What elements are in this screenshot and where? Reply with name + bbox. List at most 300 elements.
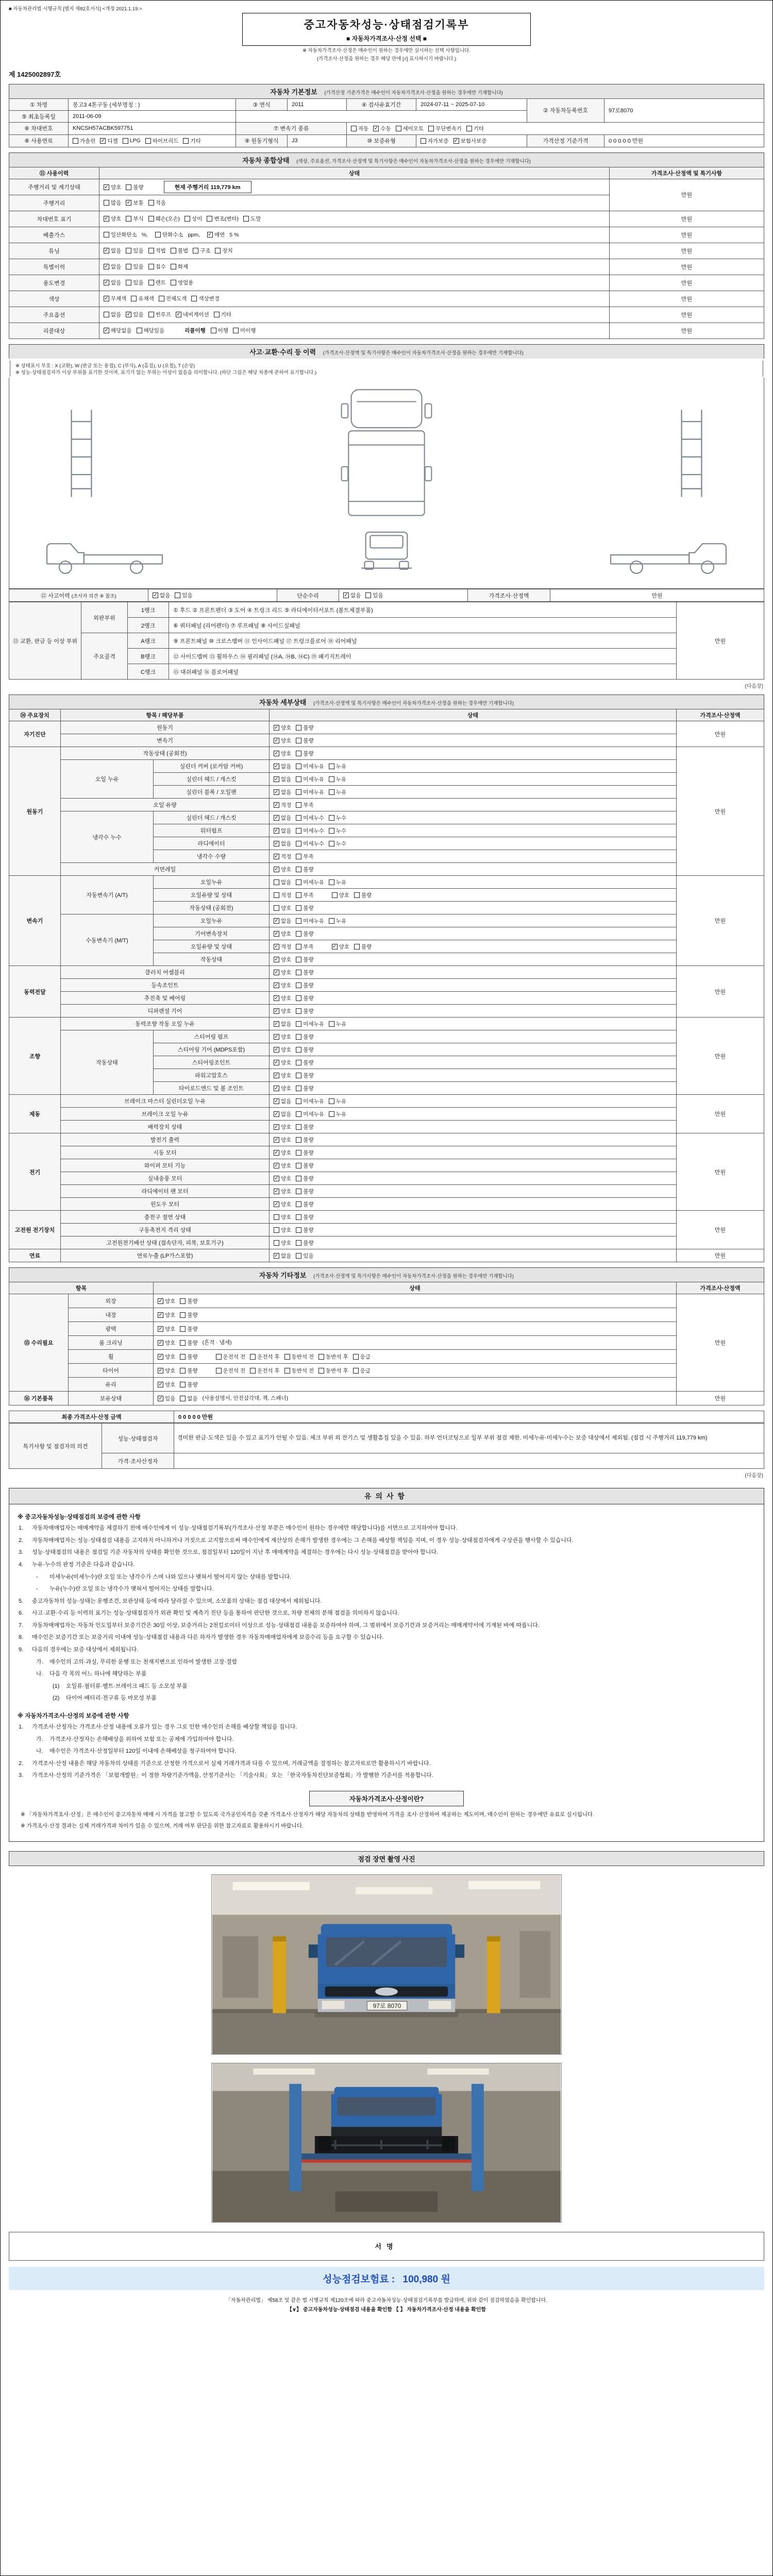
notice-item <box>19 1548 754 1557</box>
notice-item-number: (1) <box>53 1683 60 1689</box>
checkbox-unchecked <box>296 724 313 732</box>
checkbox-box <box>233 328 239 333</box>
checkbox-checked <box>274 853 291 860</box>
checkbox-box: ✓ <box>344 592 348 599</box>
checkbox-unchecked <box>296 1188 313 1195</box>
checkbox-label: 영업용 <box>177 280 194 286</box>
checkbox-box <box>148 312 154 317</box>
checkbox-box <box>180 1326 186 1332</box>
overall-row <box>9 179 764 195</box>
notice-item <box>19 1524 754 1533</box>
notice-item <box>19 1597 754 1606</box>
section-etc-info <box>9 1267 764 1405</box>
checkbox-label: 불량 <box>303 866 314 873</box>
checkbox-unchecked <box>215 247 232 255</box>
item-label: 외장 <box>69 1294 154 1308</box>
checkbox-box: ✓ <box>274 1124 279 1130</box>
row-label: 리콜대상 <box>9 323 99 338</box>
checkbox-label: 불량 <box>303 1214 314 1221</box>
checkbox-unchecked <box>296 1059 313 1066</box>
checkbox-box <box>215 248 221 253</box>
checkbox-label: 부족 <box>303 802 314 808</box>
checkbox-box <box>137 328 142 333</box>
checkbox-unchecked <box>183 137 200 145</box>
overall-row <box>9 275 764 291</box>
section-header-detail <box>9 694 764 709</box>
row-label: 주행거리 및 계기상태 <box>9 179 99 195</box>
checkbox-checked <box>274 1072 291 1079</box>
checkbox-box <box>296 1163 301 1168</box>
page-title: 중고자동차성능·상태점검기록부 <box>304 19 469 31</box>
checkbox-box <box>296 879 301 885</box>
checkbox-checked <box>274 866 291 873</box>
checkbox-label: 양호 <box>281 724 292 731</box>
inspection-photo-front <box>211 1874 562 2055</box>
checkbox-unchecked <box>296 1084 313 1092</box>
item-state <box>270 837 677 850</box>
checkbox-label: 있음 <box>133 280 144 286</box>
checkbox-box: ✓ <box>104 216 109 222</box>
subitem-label: 실린더 헤드 / 개스킷 <box>154 773 270 786</box>
checkbox-box <box>296 776 301 782</box>
checkbox-unchecked <box>329 1097 346 1105</box>
checkbox-label: 없음 <box>281 763 292 770</box>
detail-condition-table <box>9 709 764 1262</box>
checkbox-checked <box>153 591 170 599</box>
checkbox-box: ✓ <box>274 943 279 950</box>
notice-item-number: 2. <box>19 1760 24 1767</box>
notice-item-text: 중고자동차의 성능·상태는 운행조건, 보관상태 등에 따라 달라질 수 있으며, 소모품의 상태는 점검 대상에서 제외됩니다. <box>32 1598 322 1604</box>
overall-row <box>9 307 764 323</box>
checkbox-box: ✓ <box>100 138 106 144</box>
section-header-photos <box>9 1851 764 1866</box>
subitem-label: 워터펌프 <box>154 824 270 837</box>
item-label: 시동 모터 <box>61 1146 270 1159</box>
item-state <box>154 1336 677 1350</box>
field-label: ⑤ 최초등록일 <box>9 110 69 122</box>
item-state <box>270 1198 677 1211</box>
overall-row <box>9 243 764 259</box>
row-state <box>99 259 610 275</box>
checkbox-unchecked <box>296 1033 313 1041</box>
checkbox-box <box>126 280 131 285</box>
checkbox-box <box>365 592 371 598</box>
item-label: 윈도우 모터 <box>61 1198 270 1211</box>
overall-row <box>9 211 764 227</box>
detail-row <box>9 876 764 889</box>
checkbox-unchecked <box>329 840 346 848</box>
checkbox-checked <box>274 1136 291 1144</box>
checkbox-box <box>250 1368 256 1374</box>
checkbox-checked <box>274 801 291 809</box>
checkbox-label: 일산화탄소 <box>111 232 137 239</box>
item-state <box>270 760 677 773</box>
checkbox-checked <box>104 279 121 286</box>
subitem-label: 타이로드엔드 및 볼 조인트 <box>154 1082 270 1095</box>
detail-row <box>9 1030 764 1043</box>
title-subnote-1: ※ 자동차가격조사·산정은 매수인이 원하는 경우에만 실시하는 선택 사항입니다. <box>303 48 470 54</box>
checkbox-unchecked <box>250 1367 280 1375</box>
basic-row <box>9 134 764 147</box>
checkbox-checked <box>274 1033 291 1041</box>
checkbox-unchecked <box>329 1110 346 1118</box>
checkbox-checked <box>100 137 117 145</box>
item-label: 브레이크 오일 누유 <box>61 1108 270 1121</box>
checkbox-label: 적정 <box>281 892 292 899</box>
checkbox-box <box>296 1086 301 1091</box>
notice-item <box>36 1747 754 1756</box>
etc-row <box>9 1308 764 1322</box>
checkbox-unchecked <box>296 1175 313 1182</box>
item-label: 커먼레일 <box>61 863 270 876</box>
checkbox-checked <box>274 840 291 848</box>
section-accident-history <box>9 344 764 680</box>
checkbox-box <box>296 957 301 962</box>
exchange-rank-table <box>9 602 764 680</box>
checkbox-box <box>296 892 301 898</box>
section-overall-condition <box>9 152 764 339</box>
checkbox-label: 색상변경 <box>198 296 220 302</box>
checkbox-box <box>296 854 301 859</box>
vehicle-rear-view-diagram <box>356 528 417 581</box>
checkbox-checked <box>274 969 291 976</box>
checkbox-label: 무채색 <box>111 296 127 302</box>
checkbox-unchecked <box>274 1239 291 1247</box>
item-state <box>270 734 677 747</box>
column-header: 상태 <box>99 167 610 179</box>
checkbox-label: 양호 <box>165 1326 176 1332</box>
row-state <box>99 307 610 323</box>
checkbox-unchecked <box>329 1020 346 1028</box>
checkbox-box <box>274 1240 279 1246</box>
checkbox-label: 불량 <box>303 1188 314 1195</box>
checkbox-label: 없음 <box>281 776 292 783</box>
checkbox-checked <box>274 1059 291 1066</box>
checkbox-label: 있음 <box>303 1252 314 1259</box>
notice-item-number: 1. <box>19 1724 24 1731</box>
notice-item-text: 다음 각 목의 어느 하나에 해당하는 부품 <box>49 1671 147 1677</box>
checkbox-box <box>104 200 109 206</box>
checkbox-label: 불량 <box>303 1149 314 1156</box>
checkbox-label: 양호 <box>281 1149 292 1156</box>
odometer-box: 현재 주행거리 119,779 km <box>164 181 251 193</box>
rank-row <box>9 602 764 618</box>
checkbox-box <box>296 1240 301 1246</box>
checkbox-label: 디젤 <box>107 138 118 144</box>
checkbox-label: 없음 <box>281 815 292 821</box>
section-header-accident <box>9 344 764 359</box>
checkbox-label: LPG <box>129 138 141 144</box>
checkbox-box <box>148 248 154 253</box>
checkbox-label: 불량 <box>303 1008 314 1014</box>
checkbox-box <box>296 1176 301 1181</box>
notice-part1-items <box>9 1524 764 1703</box>
checkbox-label: 무단변속기 <box>435 125 462 132</box>
checkbox-box: ✓ <box>176 312 181 318</box>
subitem-label: 냉각수 수량 <box>154 850 270 863</box>
detail-row <box>9 1095 764 1108</box>
item-state <box>270 1108 677 1121</box>
etc-row <box>9 1350 764 1364</box>
checkbox-label: 양호 <box>165 1312 176 1318</box>
checkbox-label: 양호 <box>281 995 292 1002</box>
checkbox-box: ✓ <box>274 1046 279 1053</box>
notice-part2-title: ※ 자동차가격조사·산정의 보증에 관한 사항 <box>18 1713 129 1720</box>
checkbox-unchecked <box>296 1162 313 1170</box>
item-label: 광택 <box>69 1322 154 1336</box>
checkbox-checked <box>158 1297 175 1305</box>
base-price-value: 0 0 0 0 0 만원 <box>604 134 764 147</box>
overall-header-row <box>9 167 764 179</box>
form-reference: ■ 자동차관리법 시행규칙 [별지 제82호서식] <개정 2021.1.19.> <box>9 6 142 12</box>
checkbox-label: 불량 <box>187 1381 198 1388</box>
notice-item-text: 누유(누수)란 오일 또는 냉각수가 맺혀서 떨어지는 상태를 말합니다. <box>49 1586 214 1592</box>
item-state <box>270 1056 677 1069</box>
checkbox-box <box>296 1124 301 1130</box>
checkbox-unchecked <box>296 956 313 963</box>
checkbox-checked <box>158 1367 175 1375</box>
checkbox-label: 양호 <box>281 1162 292 1169</box>
item-label: 오일 유량 <box>61 799 270 811</box>
item-state <box>270 863 677 876</box>
section-note: (가격조사·산정액 및 특기사항은 매수인이 자동차가격조사·산정을 원하는 경우에만 기재합니다) <box>313 701 514 707</box>
checkbox-checked <box>207 231 225 239</box>
row-label: 주요옵션 <box>9 307 99 323</box>
checkbox-unchecked <box>284 1367 314 1375</box>
checkbox-box: ✓ <box>274 724 279 731</box>
notice-item-number: 가. <box>36 1736 43 1742</box>
notice-item-number: 4. <box>19 1561 24 1568</box>
item-label: 타이어 <box>69 1364 154 1378</box>
checkbox-unchecked <box>296 1110 324 1118</box>
item-state <box>270 966 677 979</box>
checkbox-box <box>329 879 334 885</box>
checkbox-box <box>180 1340 186 1346</box>
inspection-validity-value: 2024-07-11 ~ 2025-07-10 <box>416 98 527 110</box>
checkbox-label: 없음 <box>281 840 292 847</box>
checkbox-unchecked <box>233 327 256 334</box>
row-price: 만원 <box>610 259 764 275</box>
field-label: ⑥ 차대번호 <box>9 122 69 134</box>
checkbox-box <box>396 126 401 131</box>
checkbox-box: ✓ <box>332 943 337 950</box>
checkbox-label: 불량 <box>303 995 314 1002</box>
checkbox-box: ✓ <box>274 1175 279 1181</box>
etc-row <box>9 1392 764 1405</box>
field-label: ① 차명 <box>9 98 69 110</box>
section-inspection-photos <box>9 1851 764 2223</box>
row-price: 만원 <box>610 275 764 291</box>
checkbox-label: 있음 <box>133 264 144 270</box>
checkbox-unchecked <box>296 981 313 989</box>
checkbox-unchecked <box>104 231 137 239</box>
item-state <box>270 927 677 940</box>
checkbox-unchecked <box>353 1353 371 1361</box>
checkbox-box <box>207 216 212 222</box>
checkbox-box <box>191 296 197 301</box>
section-title: 사고·교환·수리 등 이력 <box>249 348 316 356</box>
item-label: 내장 <box>69 1308 154 1322</box>
checkbox-box <box>296 1189 301 1194</box>
checkbox-unchecked <box>353 1367 371 1375</box>
item-state <box>270 979 677 992</box>
checkbox-label: 양호 <box>281 930 292 937</box>
checkbox-label: 없음 <box>281 789 292 795</box>
checkbox-label: 불량 <box>303 982 314 989</box>
item-state <box>270 1172 677 1185</box>
item-label: 오일 누유 <box>61 760 154 799</box>
checkbox-label: 양호 <box>281 737 292 744</box>
checkbox-checked <box>274 1007 291 1015</box>
checkbox-label: 불량 <box>303 737 314 744</box>
checkbox-unchecked <box>354 943 372 951</box>
checkbox-checked <box>332 943 349 951</box>
checkbox-box <box>351 126 357 131</box>
section-note: (가격산정 기준가격은 매수인이 자동차가격조사·산정을 원하는 경우에만 기재합니다) <box>324 90 503 96</box>
checkbox-label: 양호 <box>281 1033 292 1040</box>
column-header: 가격조사·산정액 <box>677 1282 764 1294</box>
price-survey-definition-title: 자동차가격조사·산정이란? <box>309 1791 464 1806</box>
checkbox-box: ✓ <box>274 1021 279 1027</box>
checkbox-box <box>180 1382 186 1387</box>
overall-row <box>9 291 764 307</box>
checkbox-unchecked <box>274 904 291 912</box>
checkbox-label: 없음 <box>350 592 361 599</box>
checkbox-box <box>296 1098 301 1104</box>
item-label: 클러치 어셈블리 <box>61 966 270 979</box>
checkbox-unchecked <box>250 1353 280 1361</box>
row-state <box>99 195 610 211</box>
checkbox-box <box>329 841 334 846</box>
checkbox-unchecked <box>104 311 121 318</box>
checkbox-unchecked <box>214 311 231 318</box>
row-label: 특별이력 <box>9 259 99 275</box>
notice-item-text: 가격조사·산정 내용은 해당 자동차의 상태를 기준으로 산정한 가격으로서 실제 거래가격과 다를 수 있으며, 거래금액을 결정하는 참고자료로만 활용하시기 바랍니다. <box>32 1760 431 1767</box>
checkbox-box: ✓ <box>104 296 109 302</box>
checkbox-unchecked <box>296 943 313 951</box>
checkbox-label: 있음 <box>133 312 144 318</box>
checkbox-checked <box>343 591 361 599</box>
checkbox-unchecked <box>296 994 313 1002</box>
checkbox-box: ✓ <box>274 1059 279 1065</box>
overall-row <box>9 259 764 275</box>
checkbox-label: 부족 <box>303 943 314 950</box>
checkbox-label: 적정 <box>281 853 292 860</box>
detail-row <box>9 1211 764 1224</box>
notice-item-text: 매수인은 보증기간 또는 보증거리 이내에 성능·상태점검 내용과 다른 하자가 발생한 경우 자동차매매업자에게 보증수리 등을 요구할 수 있습니다. <box>32 1634 384 1641</box>
checkbox-label: 운전석 후 <box>257 1353 280 1360</box>
notice-item <box>19 1633 754 1642</box>
checkbox-box: ✓ <box>274 1149 279 1156</box>
checkbox-box <box>354 944 360 950</box>
state-text: (흔적 · 냄새) <box>202 1340 232 1346</box>
inspector-opinion-text: 경미한 판금·도색은 있을 수 있고 표기가 안될 수 있음. 체크 부위 외 잔기스 및 생활흠집 있을 수 있음. 하부 언더코팅으로 일부 부위 점검 제한. 미세누유·미세누수는 보증 대상에서 제외됨. (점검 시 주행거리 119,779 km) <box>174 1423 764 1453</box>
checkbox-unchecked <box>159 295 187 302</box>
final-price-value: 0 0 0 0 0 만원 <box>174 1411 764 1423</box>
item-state <box>270 1224 677 1236</box>
detail-row <box>9 992 764 1005</box>
checkbox-unchecked <box>296 1213 313 1221</box>
checkbox-box <box>329 776 334 782</box>
checkbox-unchecked <box>296 737 313 744</box>
checkbox-label: 있음 <box>165 1395 176 1402</box>
checkbox-label: 불량 <box>303 1201 314 1208</box>
checkbox-box <box>296 764 301 769</box>
checkbox-box: ✓ <box>274 840 279 846</box>
checkbox-checked <box>158 1381 175 1388</box>
item-state <box>270 721 677 734</box>
checkbox-label: 불량 <box>303 750 314 757</box>
notice-item <box>53 1682 754 1691</box>
checkbox-label: 있음 <box>182 592 193 599</box>
checkbox-box <box>329 1098 334 1104</box>
checkbox-checked <box>274 917 291 925</box>
checkbox-box <box>329 828 334 834</box>
checkbox-box <box>296 1201 301 1207</box>
item-state <box>154 1364 677 1378</box>
checkbox-box <box>274 905 279 911</box>
item-state <box>154 1392 677 1405</box>
etc-row <box>9 1322 764 1336</box>
item-label: 등속조인트 <box>61 979 270 992</box>
checkbox-unchecked <box>171 279 193 286</box>
opinion-header: 특기사항 및 점검자의 의견 <box>9 1423 102 1469</box>
checkbox-checked <box>274 1200 291 1208</box>
checkbox-box <box>296 995 301 1001</box>
checkbox-label: 불량 <box>187 1326 198 1332</box>
detail-header-row <box>9 709 764 721</box>
checkbox-unchecked <box>296 1097 324 1105</box>
checkbox-checked <box>158 1311 175 1319</box>
checkbox-box: ✓ <box>274 1033 279 1040</box>
notice-item-number: 7. <box>19 1622 24 1629</box>
checkbox-box <box>148 200 154 206</box>
checkbox-checked <box>104 183 121 191</box>
row-price: 만원 <box>610 243 764 259</box>
item-state <box>270 1185 677 1198</box>
notice-item-text: 다음의 경우에는 보증 대상에서 제외됩니다. <box>32 1647 139 1653</box>
notice-item-number: 1. <box>19 1525 24 1532</box>
checkbox-label: 없음 <box>111 264 122 270</box>
item-state <box>270 914 677 927</box>
checkbox-box <box>296 1047 301 1053</box>
checkbox-label: 양호 <box>281 956 292 963</box>
checkbox-unchecked <box>296 1123 313 1131</box>
row-price: 만원 <box>610 179 764 211</box>
simple-repair-checks <box>339 589 468 602</box>
rank-name: C랭크 <box>128 664 169 680</box>
checkbox-box: ✓ <box>104 264 109 270</box>
final-price-label: 최종 가격조사·산정 금액 <box>9 1411 174 1423</box>
checkbox-box <box>104 312 109 317</box>
item-label: 룸 크리닝 <box>69 1336 154 1350</box>
checkbox-unchecked <box>175 591 192 599</box>
checkbox-label: 매연 <box>214 232 225 239</box>
checkbox-unchecked <box>296 814 324 822</box>
checkbox-checked <box>274 930 291 938</box>
checkbox-unchecked <box>126 279 143 286</box>
checkbox-box <box>296 725 301 731</box>
checkbox-label: 불량 <box>303 1162 314 1169</box>
checkbox-box: ✓ <box>274 853 279 859</box>
checkbox-label: 훼손(오손) <box>155 216 180 223</box>
checkbox-unchecked <box>296 1007 313 1015</box>
checkbox-box: ✓ <box>158 1312 163 1318</box>
simple-repair-label: 단순수리 <box>277 589 339 602</box>
row-label: 주행거리 <box>9 195 99 211</box>
final-price-row <box>9 1411 764 1423</box>
checkbox-label: 없음 <box>281 1098 292 1105</box>
